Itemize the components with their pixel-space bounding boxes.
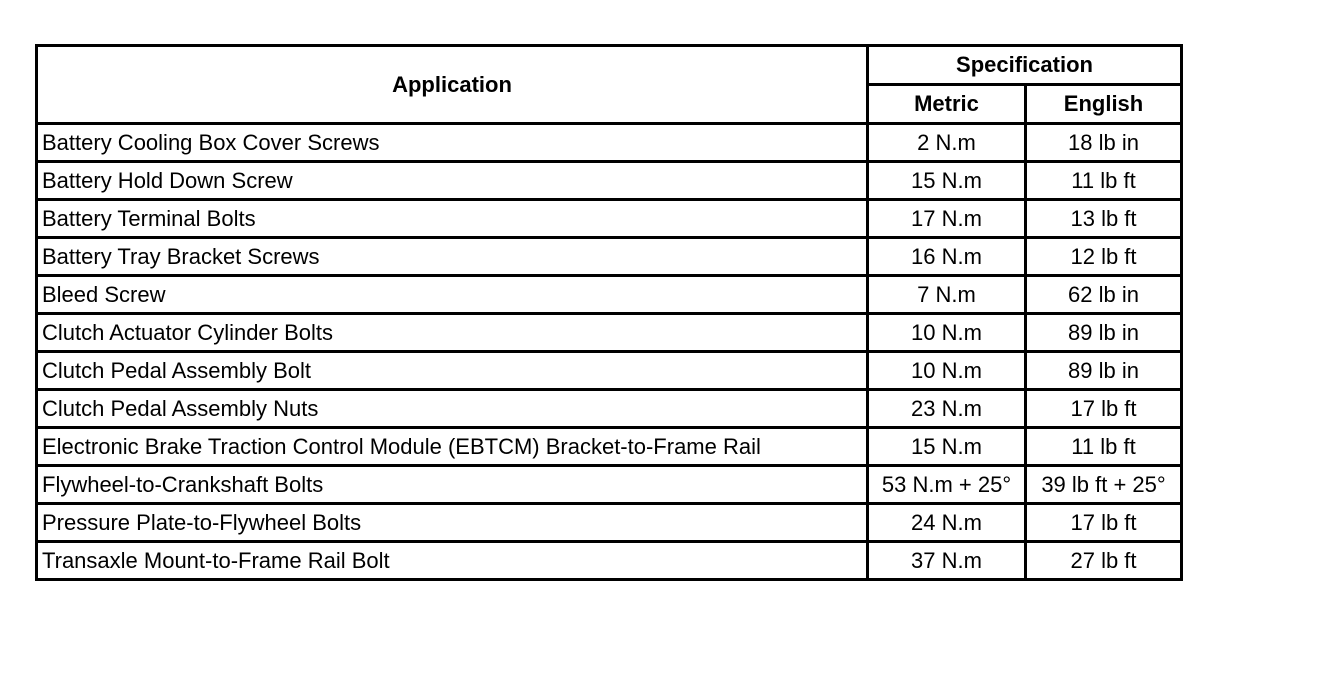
application-cell: Bleed Screw xyxy=(37,276,868,314)
english-cell: 13 lb ft xyxy=(1026,200,1182,238)
metric-cell: 15 N.m xyxy=(868,162,1026,200)
column-header-specification: Specification xyxy=(868,46,1182,85)
metric-cell: 53 N.m + 25° xyxy=(868,466,1026,504)
table-row xyxy=(37,466,1182,504)
table-row xyxy=(37,542,1182,580)
application-cell: Battery Cooling Box Cover Screws xyxy=(37,124,868,162)
metric-cell: 16 N.m xyxy=(868,238,1026,276)
application-cell: Electronic Brake Traction Control Module (EBTCM) Bracket-to-Frame Rail xyxy=(37,428,868,466)
application-cell: Flywheel-to-Crankshaft Bolts xyxy=(37,466,868,504)
english-cell: 18 lb in xyxy=(1026,124,1182,162)
column-header-application: Application xyxy=(37,46,868,124)
application-cell: Battery Hold Down Screw xyxy=(37,162,868,200)
application-cell: Clutch Pedal Assembly Nuts xyxy=(37,390,868,428)
application-cell: Pressure Plate-to-Flywheel Bolts xyxy=(37,504,868,542)
application-cell: Battery Tray Bracket Screws xyxy=(37,238,868,276)
table-row xyxy=(37,162,1182,200)
metric-cell: 10 N.m xyxy=(868,314,1026,352)
table-body xyxy=(37,124,1182,580)
application-cell: Transaxle Mount-to-Frame Rail Bolt xyxy=(37,542,868,580)
table-row xyxy=(37,428,1182,466)
english-cell: 89 lb in xyxy=(1026,314,1182,352)
metric-cell: 2 N.m xyxy=(868,124,1026,162)
english-cell: 39 lb ft + 25° xyxy=(1026,466,1182,504)
table-row xyxy=(37,352,1182,390)
column-header-english: English xyxy=(1026,85,1182,124)
table-row xyxy=(37,124,1182,162)
table-row xyxy=(37,276,1182,314)
english-cell: 11 lb ft xyxy=(1026,428,1182,466)
english-cell: 12 lb ft xyxy=(1026,238,1182,276)
table-row xyxy=(37,390,1182,428)
english-cell: 62 lb in xyxy=(1026,276,1182,314)
table-row xyxy=(37,504,1182,542)
english-cell: 11 lb ft xyxy=(1026,162,1182,200)
application-cell: Clutch Pedal Assembly Bolt xyxy=(37,352,868,390)
application-cell: Battery Terminal Bolts xyxy=(37,200,868,238)
metric-cell: 37 N.m xyxy=(868,542,1026,580)
table-row xyxy=(37,238,1182,276)
torque-spec-table xyxy=(35,44,1183,581)
english-cell: 17 lb ft xyxy=(1026,390,1182,428)
metric-cell: 23 N.m xyxy=(868,390,1026,428)
metric-cell: 24 N.m xyxy=(868,504,1026,542)
metric-cell: 10 N.m xyxy=(868,352,1026,390)
english-cell: 89 lb in xyxy=(1026,352,1182,390)
table-row xyxy=(37,200,1182,238)
metric-cell: 7 N.m xyxy=(868,276,1026,314)
metric-cell: 17 N.m xyxy=(868,200,1026,238)
english-cell: 27 lb ft xyxy=(1026,542,1182,580)
metric-cell: 15 N.m xyxy=(868,428,1026,466)
application-cell: Clutch Actuator Cylinder Bolts xyxy=(37,314,868,352)
header-row-top xyxy=(37,46,1182,85)
table-row xyxy=(37,314,1182,352)
english-cell: 17 lb ft xyxy=(1026,504,1182,542)
table-header xyxy=(37,46,1182,124)
column-header-metric: Metric xyxy=(868,85,1026,124)
